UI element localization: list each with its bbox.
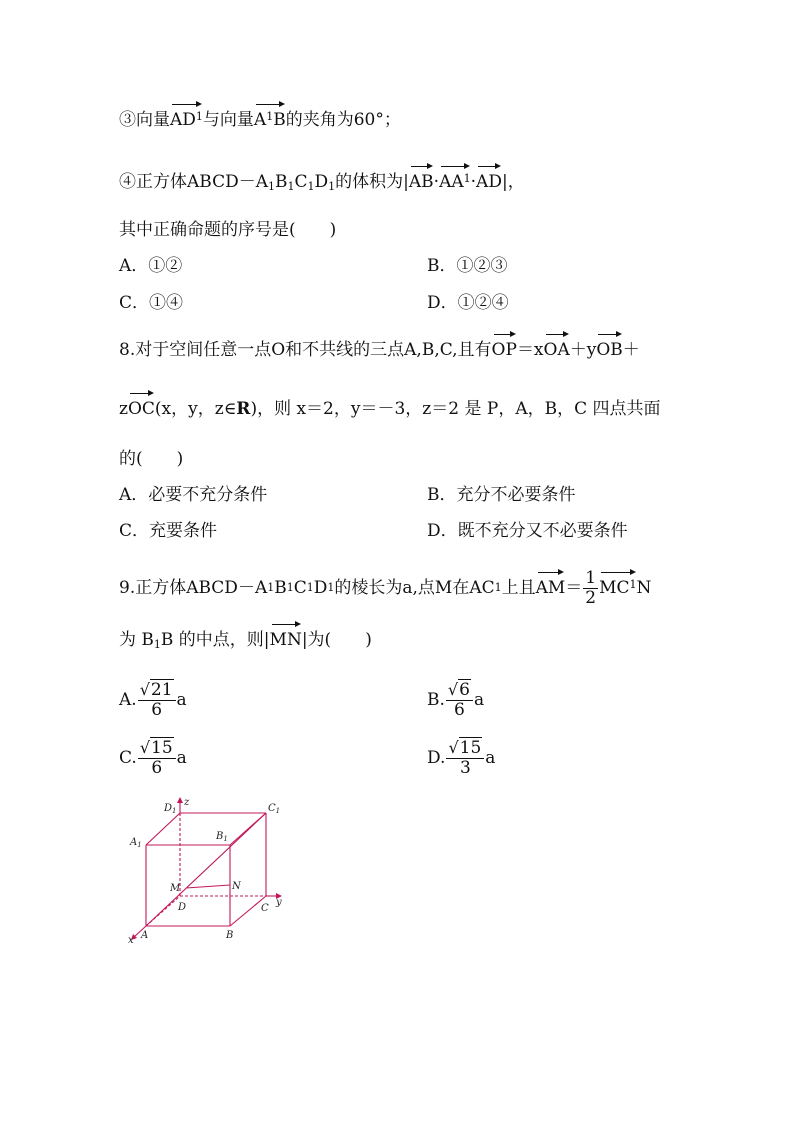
z-arrow-icon bbox=[177, 797, 183, 803]
q9-option-a[interactable]: A. $\frac{√21}{6}$ a bbox=[119, 680, 187, 720]
q8-line-2: zOC(x，y，z∈R)，则 x＝2，y＝－3，z＝2 是 P，A，B，C 四点共面 bbox=[119, 399, 661, 419]
vector-oc: OC bbox=[127, 399, 155, 419]
q9-option-b[interactable]: B. $\frac{√6}{6}$ a bbox=[427, 680, 485, 720]
label-m: M bbox=[170, 883, 181, 894]
q8-line-1: 8.对于空间任意一点O和不共线的三点A,B,C,且有OP＝xOA＋yOB＋ bbox=[119, 340, 640, 360]
q9-option-d[interactable]: D. $\frac{√15}{3}$ a bbox=[427, 738, 496, 778]
text: ③向量 bbox=[119, 110, 170, 130]
q7-option-c[interactable]: C．①④ bbox=[119, 293, 184, 313]
vector-am: AM bbox=[535, 578, 566, 598]
text: 的夹角为60°； bbox=[285, 110, 401, 130]
vector-mc1: $MC^1$ bbox=[599, 578, 637, 598]
vector-ob: OB bbox=[596, 340, 623, 360]
vector-op: OP bbox=[491, 340, 517, 360]
fraction-one-half: $\frac{1}{2}$ bbox=[585, 567, 597, 608]
cube-figure bbox=[118, 795, 290, 950]
q7-option-b[interactable]: B．①②③ bbox=[427, 256, 508, 276]
q8-line-3: 的( ) bbox=[119, 449, 184, 469]
label-d1: $D_1$ bbox=[164, 803, 177, 815]
q7-option-d[interactable]: D．①②④ bbox=[427, 293, 509, 313]
q9-line-2: 为 $B_1B$ 的中点，则|MN|为( ) bbox=[119, 630, 372, 651]
segment-mn bbox=[186, 885, 230, 888]
q7-option-a[interactable]: A．①② bbox=[119, 256, 183, 276]
label-d: D bbox=[178, 902, 187, 913]
vector-ab: AB bbox=[408, 172, 434, 192]
label-a: A bbox=[141, 930, 149, 941]
label-n: N bbox=[232, 881, 241, 892]
label-b1: $B_1$ bbox=[216, 831, 228, 843]
label-b: B bbox=[226, 930, 234, 941]
vector-mn: MN bbox=[269, 630, 302, 650]
q7-stem: 其中正确命题的序号是( ) bbox=[119, 220, 337, 240]
vector-oa: OA bbox=[543, 340, 570, 360]
edge-a1d1 bbox=[146, 813, 180, 845]
label-x: x bbox=[128, 935, 134, 946]
q8-option-d[interactable]: D．既不充分又不必要条件 bbox=[427, 521, 628, 541]
q9-line-1: 9.正方体ABCD－A 1 B 1 C 1 D 1 的棱长为a,点M在AC 1 上且 AM ＝ $\frac{1}{2}$ $MC^1$ N bbox=[119, 567, 652, 608]
vector-ad: AD bbox=[476, 172, 502, 192]
vector-aa1: $AA^1$ bbox=[439, 172, 471, 192]
q8-option-b[interactable]: B．充分不必要条件 bbox=[427, 485, 576, 505]
label-c1: $C_1$ bbox=[268, 803, 281, 815]
q8-option-a[interactable]: A．必要不充分条件 bbox=[119, 485, 268, 505]
q9-option-c[interactable]: C. $\frac{√15}{6}$ a bbox=[119, 738, 187, 778]
vector-ad1: $AD^1$ bbox=[170, 110, 203, 130]
item-3 bbox=[119, 110, 401, 130]
label-y: y bbox=[276, 897, 282, 908]
vector-a1b: $A^1B$ bbox=[253, 110, 286, 130]
diagonal-ac1 bbox=[146, 813, 266, 926]
q8-option-c[interactable]: C．充要条件 bbox=[119, 521, 218, 541]
label-c: C bbox=[261, 903, 269, 914]
label-z: z bbox=[184, 797, 190, 808]
label-a1: $A_1$ bbox=[130, 837, 142, 849]
text: 与向量 bbox=[202, 110, 254, 130]
item-4: ④正方体$ABCD-A_1B_1C_1D_1$的体积为$|AB\cdot AA^1\cdot AD|$， bbox=[119, 172, 525, 193]
